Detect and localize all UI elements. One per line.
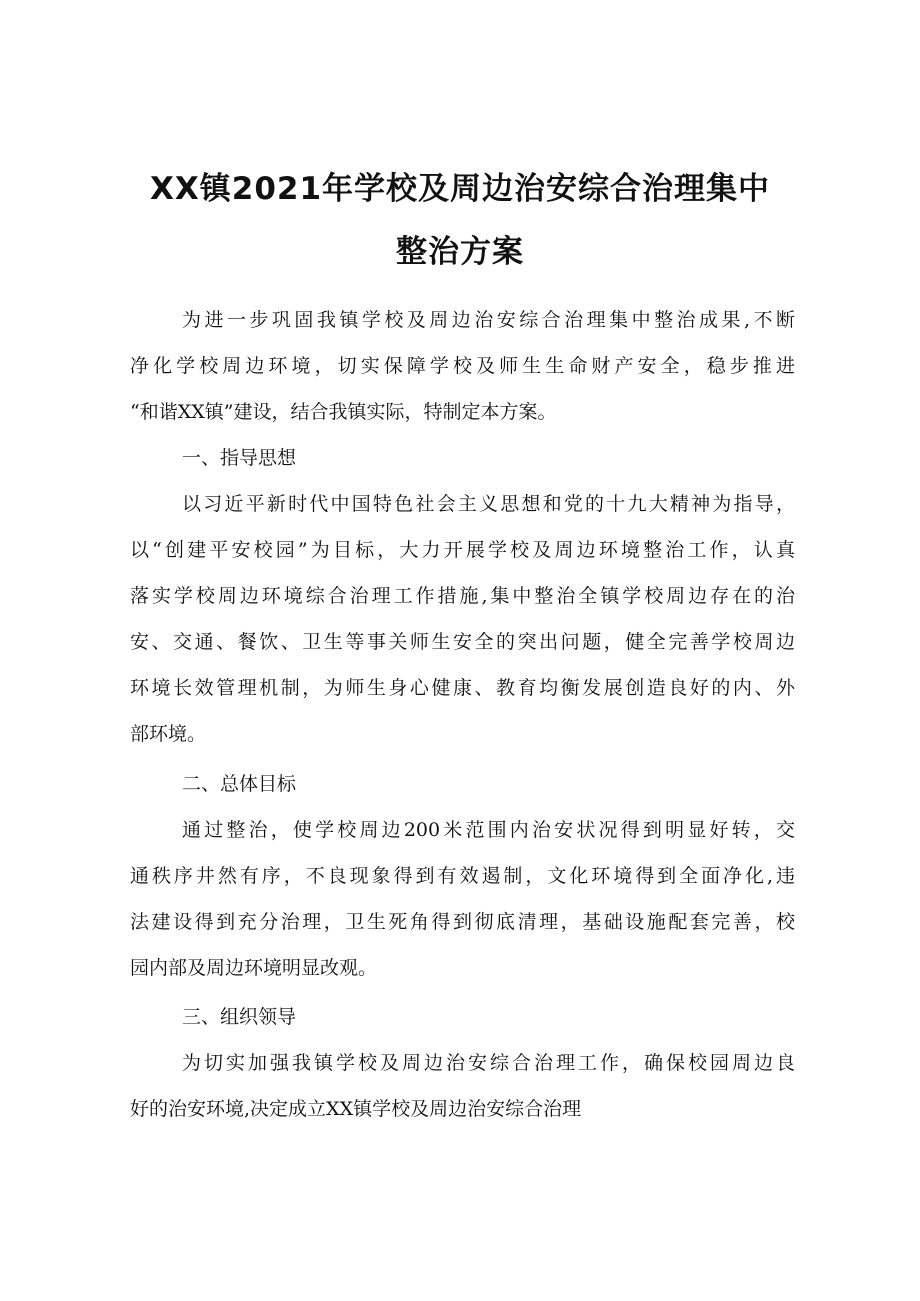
paragraph-line: “和谐XX镇”建设，结合我镇实际，特制定本方案。 bbox=[130, 401, 557, 423]
paragraph-line: 部环境。 bbox=[130, 723, 207, 745]
section-1 bbox=[130, 435, 795, 757]
section-2 bbox=[130, 761, 795, 991]
paragraph-line: 以“创建平安校园”为目标，大力开展学校及周边环境整治工作，认真 bbox=[130, 539, 795, 561]
section-3-heading: 三、组织领导 bbox=[182, 1006, 297, 1028]
paragraph-line: 园内部及周边环境明显改观。 bbox=[130, 957, 378, 979]
document-title-line-1: XX镇2021年学校及周边治安综合治理集中 bbox=[149, 171, 771, 207]
paragraph-line: 为进一步巩固我镇学校及周边治安综合治理集中整治成果,不断 bbox=[182, 309, 795, 331]
paragraph-line: 净化学校周边环境，切实保障学校及师生生命财产安全，稳步推进 bbox=[130, 355, 795, 377]
paragraph-line: 通过整治，使学校周边200米范围内治安状况得到明显好转，交 bbox=[182, 819, 795, 841]
paragraph-line: 以习近平新时代中国特色社会主义思想和党的十九大精神为指导， bbox=[182, 493, 795, 515]
section-2-heading: 二、总体目标 bbox=[182, 773, 297, 795]
section-1-heading: 一、指导思想 bbox=[182, 447, 297, 469]
intro-paragraph bbox=[130, 297, 795, 435]
section-3 bbox=[130, 994, 795, 1132]
paragraph-line: 安、交通、餐饮、卫生等事关师生安全的突出问题，健全完善学校周边 bbox=[130, 631, 795, 653]
document-title-line-2: 整治方案 bbox=[396, 234, 524, 270]
paragraph-line: 环境长效管理机制，为师生身心健康、教育均衡发展创造良好的内、外 bbox=[130, 677, 795, 699]
paragraph-line: 为切实加强我镇学校及周边治安综合治理工作，确保校园周边良 bbox=[182, 1052, 795, 1074]
paragraph-line: 通秩序井然有序，不良现象得到有效遏制，文化环境得到全面净化,违 bbox=[130, 865, 795, 887]
paragraph-line: 落实学校周边环境综合治理工作措施,集中整治全镇学校周边存在的治 bbox=[130, 585, 795, 607]
paragraph-line: 好的治安环境,决定成立XX镇学校及周边治安综合治理 bbox=[130, 1098, 582, 1120]
paragraph-line: 法建设得到充分治理，卫生死角得到彻底清理，基础设施配套完善，校 bbox=[130, 911, 795, 933]
